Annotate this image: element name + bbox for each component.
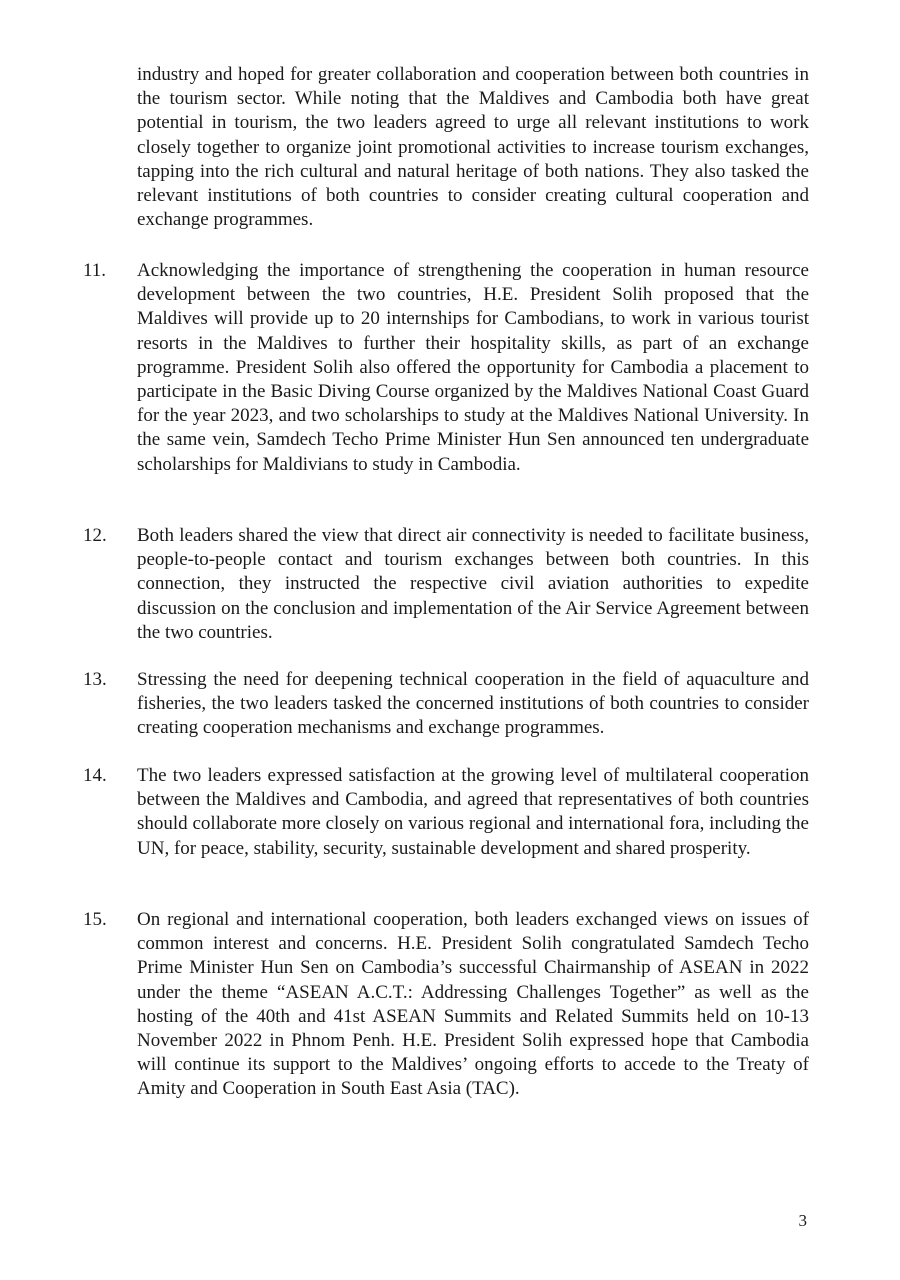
paragraph-number-14: 14. — [83, 765, 107, 786]
paragraph-13: Stressing the need for deepening technical cooperation in the field of aquaculture and fisheries, the two leaders tasked the concerned institutions of both countries to consider creating cooperation mechanisms and exchange programmes. — [137, 669, 809, 739]
paragraph-10-continuation: industry and hoped for greater collaboration and cooperation between both countries in the tourism sector. While noting that the Maldives and Cambodia both have great potential in tourism, the two leaders agreed to urge all relevant institutions to work closely together to organize joint promotional activities to increase tourism exchanges, tapping into the rich cultural and natural heritage of both nations. They also tasked the relevant institutions of both countries to consider creating cultural cooperation and exchange programmes. — [137, 64, 809, 231]
paragraph-12: Both leaders shared the view that direct air connectivity is needed to facilitate business, people-to-people contact and tourism exchanges between both countries. In this connection, they instructed the respective civil aviation authorities to expedite discussion on the conclusion and implementation of the Air Service Agreement between the two countries. — [137, 525, 809, 643]
paragraph-number-13: 13. — [83, 669, 107, 690]
paragraph-14: The two leaders expressed satisfaction at the growing level of multilateral cooperation between the Maldives and Cambodia, and agreed that representatives of both countries should collaborate more closely on various regional and international fora, including the UN, for peace, stability, security, sustainable development and shared prosperity. — [137, 765, 809, 859]
paragraph-11: Acknowledging the importance of strengthening the cooperation in human resource development between the two countries, H.E. President Solih proposed that the Maldives will provide up to 20 internships for Cambodians, to work in various tourist resorts in the Maldives to further their hospitality skills, as part of an exchange programme. President Solih also offered the opportunity for Cambodia a placement to participate in the Basic Diving Course organized by the Maldives National Coast Guard for the year 2023, and two scholarships to study at the Maldives National University. In the same vein, Samdech Techo Prime Minister Hun Sen announced ten undergraduate scholarships for Maldivians to study in Cambodia. — [137, 260, 809, 475]
paragraph-number-11: 11. — [83, 260, 107, 281]
paragraph-number-15: 15. — [83, 909, 107, 930]
paragraph-15: On regional and international cooperation, both leaders exchanged views on issues of common interest and concerns. H.E. President Solih congratulated Samdech Techo Prime Minister Hun Sen on Cambodia’s successful Chairmanship of ASEAN in 2022 under the theme “ASEAN A.C.T.: Addressing Challenges Together” as well as the hosting of the 40th and 41st ASEAN Summits and Related Summits held on 10-13 November 2022 in Phnom Penh. H.E. President Solih expressed hope that Cambodia will continue its support to the Maldives’ ongoing efforts to accede to the Treaty of Amity and Cooperation in South East Asia (TAC). — [137, 909, 809, 1100]
page-number: 3 — [798, 1211, 807, 1230]
paragraph-number-12: 12. — [83, 525, 107, 546]
